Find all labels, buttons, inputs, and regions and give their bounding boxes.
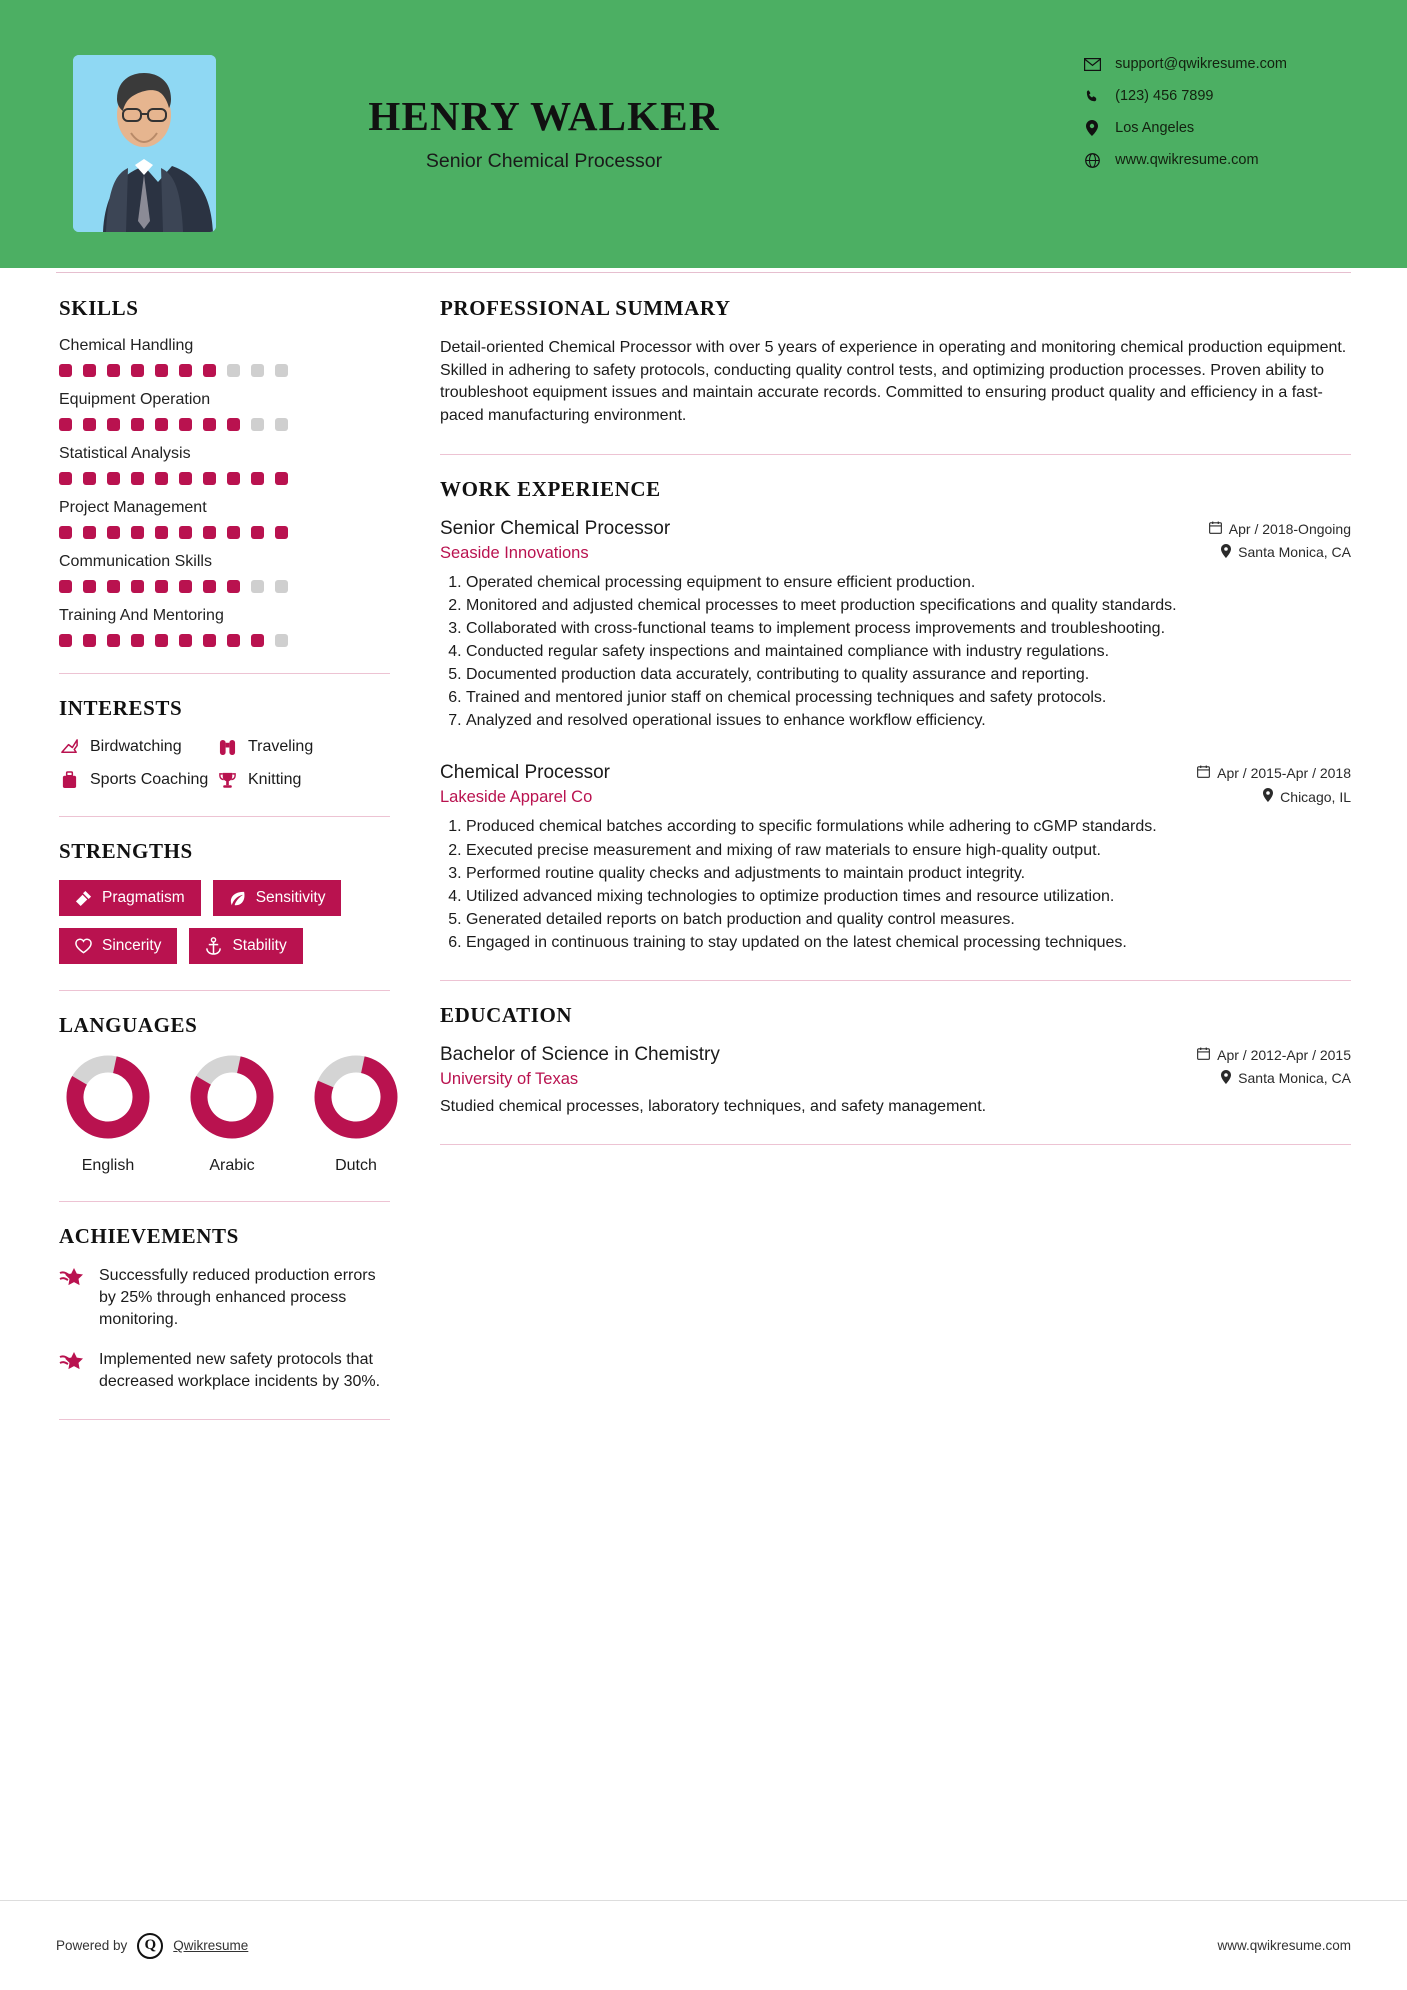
skill-rating-dot xyxy=(131,634,144,647)
experience-bullet: 6. Trained and mentored junior staff on chemical processing techniques and safety protocols. xyxy=(466,687,1351,709)
phone-icon xyxy=(1083,87,1101,105)
strength-chip xyxy=(59,928,177,964)
skill-rating-dot xyxy=(227,526,240,539)
contact-list xyxy=(1083,55,1287,169)
interest-item xyxy=(217,770,390,790)
skill-rating xyxy=(59,580,390,593)
experience-bullet: 4. Conducted regular safety inspections and maintained compliance with industry regulations. xyxy=(466,641,1351,663)
strength-label: Sensitivity xyxy=(255,889,326,906)
binoculars-icon xyxy=(217,737,237,757)
skill-rating xyxy=(59,418,390,431)
experience-bullet: 3. Performed routine quality checks and adjustments to maintain product integrity. xyxy=(466,863,1351,885)
experience-bullet: 7. Analyzed and resolved operational issues to enhance workflow efficiency. xyxy=(466,710,1351,732)
skill-rating-dot xyxy=(275,364,288,377)
job-location: Chicago, IL xyxy=(1263,788,1351,805)
header-divider xyxy=(56,272,1351,273)
brand-link[interactable]: Qwikresume xyxy=(173,1938,249,1953)
sidebar xyxy=(0,268,440,1442)
job-location: Santa Monica, CA xyxy=(1221,544,1351,561)
skill-rating-dot xyxy=(227,634,240,647)
avatar-illustration xyxy=(73,55,216,232)
skill-rating-dot xyxy=(59,472,72,485)
experience-bullet: 5. Generated detailed reports on batch production and quality control measures. xyxy=(466,909,1351,931)
school-name: University of Texas xyxy=(440,1069,579,1088)
divider xyxy=(59,1201,390,1202)
footer-website[interactable]: www.qwikresume.com xyxy=(1217,1938,1351,1953)
skill-rating-dot xyxy=(227,364,240,377)
skill-item xyxy=(59,391,390,431)
skill-rating-dot xyxy=(155,526,168,539)
skill-item xyxy=(59,337,390,377)
profile-photo xyxy=(73,55,216,232)
skill-rating-dot xyxy=(227,418,240,431)
achievement-item xyxy=(59,1349,390,1393)
skill-rating-dot xyxy=(251,418,264,431)
skill-rating-dot xyxy=(275,526,288,539)
skill-rating-dot xyxy=(203,418,216,431)
contact-location xyxy=(1083,119,1287,137)
heart-icon xyxy=(75,938,92,954)
calendar-icon xyxy=(1197,765,1210,781)
interests-list xyxy=(59,737,390,790)
candidate-title: Senior Chemical Processor xyxy=(425,150,663,172)
strengths-list xyxy=(59,880,390,964)
trophy-icon xyxy=(217,770,237,790)
job-role: Senior Chemical Processor xyxy=(440,517,671,539)
job-dates: Apr / 2015-Apr / 2018 xyxy=(1197,765,1351,781)
language-donut-chart xyxy=(313,1054,399,1140)
skill-rating-dot xyxy=(179,418,192,431)
skill-rating-dot xyxy=(155,580,168,593)
anchor-icon xyxy=(205,937,222,955)
skill-rating-dot xyxy=(107,634,120,647)
interest-label: Knitting xyxy=(248,771,302,788)
skill-rating-dot xyxy=(107,472,120,485)
experience-bullet: 1. Operated chemical processing equipment to ensure efficient production. xyxy=(466,572,1351,594)
job-role: Chemical Processor xyxy=(440,762,610,784)
skill-rating-dot xyxy=(179,580,192,593)
contact-website-value: www.qwikresume.com xyxy=(1115,152,1259,168)
skill-rating-dot xyxy=(203,580,216,593)
calendar-icon xyxy=(1197,1047,1210,1063)
achievement-text: Implemented new safety protocols that decreased workplace incidents by 30%. xyxy=(99,1351,381,1391)
language-label: Dutch xyxy=(335,1157,377,1174)
strength-chip xyxy=(59,880,201,916)
skill-rating xyxy=(59,634,390,647)
name-block xyxy=(274,92,814,173)
strength-label: Pragmatism xyxy=(102,889,185,906)
interest-item xyxy=(59,770,217,790)
skills-heading: SKILLS xyxy=(59,296,139,320)
strength-chip xyxy=(189,928,302,964)
interests-heading: INTERESTS xyxy=(59,696,183,720)
skill-rating-dot xyxy=(59,526,72,539)
skill-rating-dot xyxy=(203,526,216,539)
page-footer xyxy=(0,1900,1407,1990)
language-label: Arabic xyxy=(209,1157,255,1174)
skill-rating-dot xyxy=(131,580,144,593)
location-pin-icon xyxy=(1221,544,1231,561)
skill-rating-dot xyxy=(251,634,264,647)
skill-rating-dot xyxy=(251,526,264,539)
achievement-text: Successfully reduced production errors by 25% through enhanced process monitoring. xyxy=(99,1267,376,1329)
skill-label: Project Management xyxy=(59,499,207,516)
contact-email[interactable] xyxy=(1083,55,1287,73)
interest-label: Sports Coaching xyxy=(90,771,209,788)
globe-icon xyxy=(1083,151,1101,169)
skill-label: Communication Skills xyxy=(59,553,212,570)
candidate-name: HENRY WALKER xyxy=(368,93,720,139)
main-content xyxy=(440,268,1407,1442)
bird-icon xyxy=(59,737,79,757)
skill-rating-dot xyxy=(59,634,72,647)
skill-label: Training And Mentoring xyxy=(59,607,224,624)
language-donut-chart xyxy=(189,1054,275,1140)
skill-item xyxy=(59,499,390,539)
contact-phone-value: (123) 456 7899 xyxy=(1115,88,1214,104)
language-label: English xyxy=(81,1157,135,1174)
skill-rating-dot xyxy=(275,580,288,593)
experience-bullet: 4. Utilized advanced mixing technologies to optimize production times and resource utilization. xyxy=(466,886,1351,908)
education-heading: EDUCATION xyxy=(440,1002,573,1027)
skill-rating-dot xyxy=(155,634,168,647)
skill-label: Chemical Handling xyxy=(59,337,194,354)
skill-rating-dot xyxy=(131,418,144,431)
star-achievement-icon xyxy=(59,1267,85,1331)
skill-item xyxy=(59,607,390,647)
experience-bullet: 5. Documented production data accurately, contributing to quality assurance and reporting. xyxy=(466,664,1351,686)
experience-bullets xyxy=(440,572,1351,733)
language-item xyxy=(65,1054,151,1175)
skill-rating-dot xyxy=(275,418,288,431)
job-company: Seaside Innovations xyxy=(440,543,589,562)
mail-icon xyxy=(1083,55,1101,73)
skill-rating-dot xyxy=(59,418,72,431)
skill-item xyxy=(59,553,390,593)
experience-heading: WORK EXPERIENCE xyxy=(440,476,661,501)
experience-bullet: 3. Collaborated with cross-functional teams to implement process improvements and troubleshooting. xyxy=(466,618,1351,640)
interest-item xyxy=(59,737,217,757)
skill-rating-dot xyxy=(179,526,192,539)
languages-list xyxy=(59,1054,390,1175)
skill-rating-dot xyxy=(179,364,192,377)
skill-rating-dot xyxy=(107,580,120,593)
strengths-heading: STRENGTHS xyxy=(59,839,193,863)
skill-rating-dot xyxy=(251,580,264,593)
divider xyxy=(440,1144,1351,1145)
experience-item xyxy=(440,518,1351,733)
education-item xyxy=(440,1044,1351,1118)
sports-bag-icon xyxy=(59,770,79,790)
skill-rating-dot xyxy=(83,364,96,377)
skill-rating-dot xyxy=(203,364,216,377)
strength-chip xyxy=(213,880,342,916)
skill-rating-dot xyxy=(83,472,96,485)
skill-rating-dot xyxy=(251,472,264,485)
strength-label: Stability xyxy=(232,937,287,954)
interest-item xyxy=(217,737,390,757)
skills-list xyxy=(59,337,390,647)
skill-rating xyxy=(59,526,390,539)
skill-rating-dot xyxy=(155,472,168,485)
job-dates: Apr / 2018-Ongoing xyxy=(1209,521,1351,537)
job-company: Lakeside Apparel Co xyxy=(440,788,593,807)
summary-text: Detail-oriented Chemical Processor with over 5 years of experience in operating and monitoring chemical production equipment. Skilled in adhering to safety protocols, conducting quality control tests, and optimizing production processes. Proven ability to troubleshoot equipment issues and maintain accurate records. Committed to ensuring product quality and efficiency in a fast-paced manufacturing environment. xyxy=(440,339,1347,425)
divider xyxy=(59,673,390,674)
location-pin-icon xyxy=(1263,788,1273,805)
calendar-icon xyxy=(1209,521,1222,537)
skill-rating-dot xyxy=(203,472,216,485)
skill-rating-dot xyxy=(107,526,120,539)
interest-label: Birdwatching xyxy=(90,738,182,755)
education-dates: Apr / 2012-Apr / 2015 xyxy=(1197,1047,1351,1063)
experience-item xyxy=(440,762,1351,953)
hammer-icon xyxy=(75,890,92,907)
skill-rating-dot xyxy=(179,472,192,485)
contact-website[interactable] xyxy=(1083,151,1287,169)
skill-rating-dot xyxy=(179,634,192,647)
experience-bullet: 2. Monitored and adjusted chemical processes to meet production specifications and quality standards. xyxy=(466,595,1351,617)
skill-rating-dot xyxy=(155,364,168,377)
languages-heading: LANGUAGES xyxy=(59,1013,198,1037)
skill-rating xyxy=(59,472,390,485)
divider xyxy=(59,816,390,817)
skill-rating-dot xyxy=(83,526,96,539)
skill-rating xyxy=(59,364,390,377)
experience-bullets xyxy=(440,816,1351,953)
skill-rating-dot xyxy=(83,580,96,593)
degree-title: Bachelor of Science in Chemistry xyxy=(440,1043,720,1065)
interest-label: Traveling xyxy=(248,738,314,755)
education-location: Santa Monica, CA xyxy=(1221,1070,1351,1087)
skill-rating-dot xyxy=(155,418,168,431)
skill-rating-dot xyxy=(275,472,288,485)
skill-rating-dot xyxy=(107,418,120,431)
divider xyxy=(59,1419,390,1420)
skill-label: Equipment Operation xyxy=(59,391,211,408)
strength-label: Sincerity xyxy=(102,937,162,954)
skill-label: Statistical Analysis xyxy=(59,445,191,462)
skill-rating-dot xyxy=(131,526,144,539)
experience-bullet: 2. Executed precise measurement and mixing of raw materials to ensure high-quality output. xyxy=(466,840,1351,862)
location-pin-icon xyxy=(1083,119,1101,137)
skill-rating-dot xyxy=(227,580,240,593)
footer-brand xyxy=(56,1933,248,1959)
experience-bullet: 6. Engaged in continuous training to stay updated on the latest chemical processing techniques. xyxy=(466,932,1351,954)
experience-bullet: 1. Produced chemical batches according to specific formulations while adhering to cGMP standards. xyxy=(466,816,1351,838)
star-achievement-icon xyxy=(59,1351,85,1393)
divider xyxy=(59,990,390,991)
leaf-icon xyxy=(229,890,246,907)
skill-rating-dot xyxy=(203,634,216,647)
language-item xyxy=(313,1054,399,1175)
powered-by-label: Powered by xyxy=(56,1938,128,1953)
contact-email-value: support@qwikresume.com xyxy=(1115,56,1287,72)
resume-body xyxy=(0,268,1407,1442)
language-item xyxy=(189,1054,275,1175)
divider xyxy=(440,454,1351,455)
contact-phone[interactable] xyxy=(1083,87,1287,105)
language-donut-chart xyxy=(65,1054,151,1140)
qwikresume-logo-icon: Q xyxy=(137,1933,163,1959)
skill-rating-dot xyxy=(275,634,288,647)
achievements-list xyxy=(59,1265,390,1393)
skill-rating-dot xyxy=(227,472,240,485)
education-list xyxy=(440,1044,1351,1118)
experience-list xyxy=(440,518,1351,954)
skill-rating-dot xyxy=(251,364,264,377)
skill-rating-dot xyxy=(131,364,144,377)
achievements-heading: ACHIEVEMENTS xyxy=(59,1224,239,1248)
skill-rating-dot xyxy=(83,634,96,647)
skill-rating-dot xyxy=(83,418,96,431)
contact-location-value: Los Angeles xyxy=(1115,120,1195,136)
skill-item xyxy=(59,445,390,485)
divider xyxy=(440,980,1351,981)
education-description: Studied chemical processes, laboratory techniques, and safety management. xyxy=(440,1097,987,1115)
skill-rating-dot xyxy=(131,472,144,485)
location-pin-icon xyxy=(1221,1070,1231,1087)
skill-rating-dot xyxy=(107,364,120,377)
summary-heading: PROFESSIONAL SUMMARY xyxy=(440,296,731,320)
skill-rating-dot xyxy=(59,364,72,377)
achievement-item xyxy=(59,1265,390,1331)
resume-header xyxy=(0,0,1407,268)
skill-rating-dot xyxy=(59,580,72,593)
